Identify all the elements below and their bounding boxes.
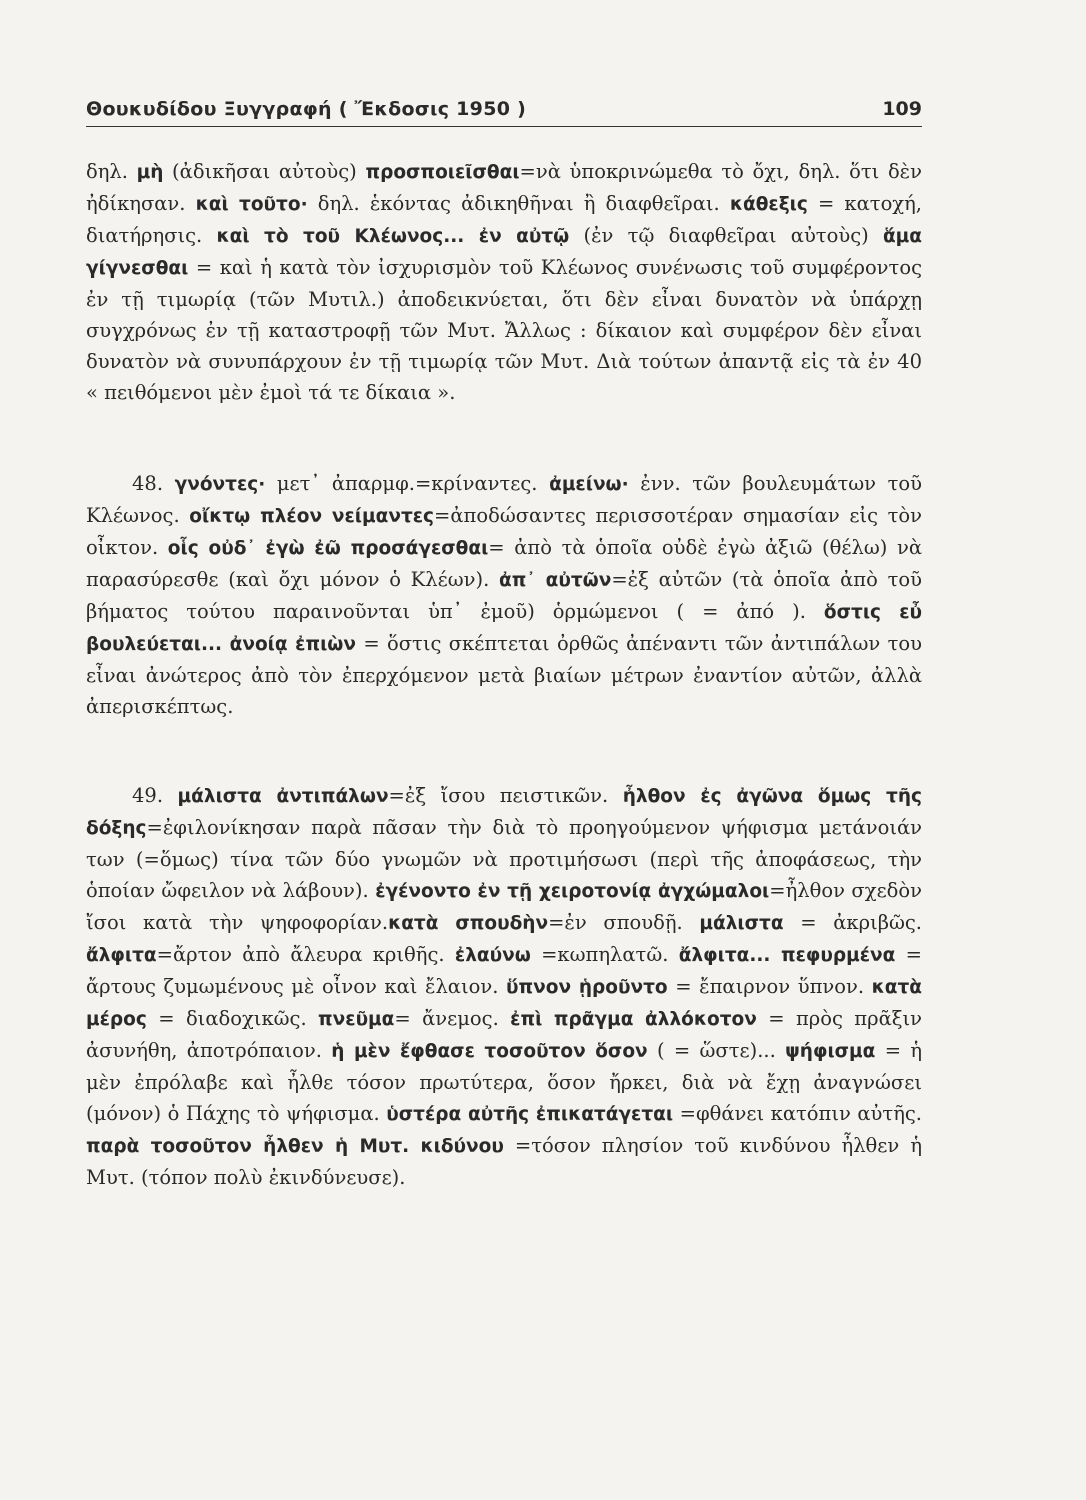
headword-term: ἐπὶ πρᾶγμα ἀλλόκοτον	[510, 1009, 757, 1030]
headword-term: ἐγένοντο ἐν τῇ χειροτονίᾳ ἀγχώμαλοι	[375, 881, 770, 902]
gloss-text: =ἐφιλονίκησαν παρὰ πᾶσαν τὴν διὰ τὸ προηγούμενον ψήφισμα μετάνοιάν των (=ὅμως) τίνα τῶν δύο γνωμῶν νὰ προτιμήσωσι (περὶ τῆς ἀποφάσεως, τὴν ὁποίαν ὤφειλον νὰ λάβουν).	[86, 816, 922, 902]
page-number: 109	[882, 98, 922, 120]
gloss-text: ἐνν. τῶν βουλευμάτων τοῦ Κλέωνος.	[86, 472, 922, 527]
gloss-text: = ἀκριβῶς.	[783, 911, 922, 934]
gloss-text: =ἐν σπουδῇ.	[548, 911, 700, 934]
gloss-text: = ἄρτους ζυμωμένους μὲ οἶνον καὶ ἔλαιον.	[86, 943, 922, 998]
gloss-text: = ἡ μὲν ἐπρόλαβε καὶ ἦλθε τόσον πρωτύτερα, ὅσον ἤρκει, διὰ νὰ ἔχῃ ἀναγνώσει (μόνον) ὁ Πάχης τὸ ψήφισμα.	[86, 1039, 923, 1125]
headword-term: καὶ τὸ τοῦ Κλέωνος... ἐν αὐτῷ	[216, 226, 570, 247]
commentary-paragraph-48	[86, 468, 922, 722]
headword-term: μὴ	[136, 162, 164, 183]
headword-term: ἦλθον ἐς ἀγῶνα ὅμως τῆς δόξης	[86, 786, 922, 839]
gloss-text: =ἐξ αὐτῶν (τὰ ὁποῖα ἀπὸ τοῦ βήματος τούτου παραινοῦνται ὑπ᾽ ἐμοῦ) ὁρμώμενοι ( = ἀπό ).	[86, 568, 922, 623]
gloss-text: = διαδοχικῶς.	[146, 1007, 319, 1030]
headword-term: κάθεξις	[729, 194, 808, 215]
headword-term: ὑστέρα αὐτῆς ἐπικατάγεται	[386, 1104, 674, 1125]
headword-term: ὅστις εὖ βουλεύεται... ἀνοίᾳ ἐπιὼν	[86, 602, 922, 655]
commentary-paragraph-intro	[86, 156, 922, 408]
gloss-text: 49.	[132, 784, 178, 807]
gloss-text: =φθάνει κατόπιν αὐτῆς.	[673, 1102, 922, 1125]
headword-term: ὕπνον ᾑροῦντο	[506, 977, 668, 998]
gloss-text: = ἀπὸ τὰ ὁποῖα οὐδὲ ἐγὼ ἀξιῶ (θέλω) νὰ παρασύρεσθε (καὶ ὄχι μόνον ὁ Κλέων).	[86, 536, 922, 591]
headword-term: μάλιστα	[699, 913, 784, 934]
commentary-body	[86, 156, 922, 1193]
gloss-text: (ἐν τῷ διαφθεῖραι αὐτοὺς)	[569, 224, 883, 247]
gloss-text: ( = ὥστε)...	[647, 1039, 786, 1062]
gloss-text: μετ᾽ ἀπαρμφ.=κρίναντες.	[265, 472, 550, 495]
headword-term: ψήφισμα	[785, 1041, 876, 1062]
commentary-paragraph-49	[86, 780, 922, 1193]
gloss-text: = ἔπαιρνον ὕπνον.	[667, 975, 872, 998]
gloss-text: =ἐξ ἴσου πειστικῶν.	[388, 784, 623, 807]
gloss-text: δηλ. ἑκόντας ἀδικηθῆναι ἢ διαφθεῖραι.	[307, 192, 730, 215]
headword-term: οἷς οὐδ᾽ ἐγὼ ἐῶ προσάγεσθαι	[167, 538, 489, 559]
headword-term: μάλιστα ἀντιπάλων	[177, 786, 389, 807]
gloss-text: = κατοχή, διατήρησις.	[86, 192, 923, 247]
headword-term: προσποιεῖσθαι	[365, 162, 520, 183]
headword-term: οἴκτῳ πλέον νείμαντες	[189, 506, 435, 527]
headword-term: παρὰ τοσοῦτον ἦλθεν ἡ Μυτ. κιδύνου	[86, 1136, 504, 1157]
headword-term: ἡ μὲν ἔφθασε τοσοῦτον ὅσον	[331, 1041, 648, 1062]
gloss-text: =νὰ ὑποκρινώμεθα τὸ ὄχι, δηλ. ὅτι δὲν ἠδίκησαν.	[86, 160, 923, 215]
headword-term: κατὰ μέρος	[86, 977, 922, 1030]
header-title: Θουκυδίδου Ξυγγραφή ( Ἔκδοσις 1950 )	[86, 98, 527, 120]
headword-term: κατὰ σπουδὴν	[388, 913, 549, 934]
headword-term: ἄλφιτα	[86, 945, 157, 966]
gloss-text: =ἦλθον σχεδὸν ἴσοι κατὰ τὴν ψηφοφορίαν.	[86, 879, 922, 934]
headword-term: ἀπ᾽ αὐτῶν	[499, 570, 612, 591]
gloss-text: = ὅστις σκέπτεται ὀρθῶς ἀπέναντι τῶν ἀντιπάλων του εἶναι ἀνώτερος ἀπὸ τὸν ἐπερχόμενον μετὰ βιαίων μέτρων ἐναντίον αὐτῶν, ἀλλὰ ἀπερισκέπτως.	[86, 632, 922, 718]
running-header	[86, 98, 922, 127]
headword-term: γνόντες·	[174, 474, 266, 495]
gloss-text: =ἀποδώσαντες περισσοτέραν σημασίαν εἰς τὸν οἶκτον.	[86, 504, 922, 559]
gloss-text: =κωπηλατῶ.	[530, 943, 679, 966]
headword-term: ἐλαύνω	[454, 945, 531, 966]
gloss-text: 48.	[132, 472, 175, 495]
headword-term: ἅμα γίγνεσθαι	[86, 226, 923, 279]
gloss-text: =τόσον πλησίον τοῦ κινδύνου ἦλθεν ἡ Μυτ. (τόπον πολὺ ἐκινδύνευσε).	[86, 1134, 922, 1189]
gloss-text: = ἄνεμος.	[394, 1007, 511, 1030]
headword-term: καὶ τοῦτο·	[195, 194, 308, 215]
headword-term: ἄλφιτα... πεφυρμένα	[678, 945, 896, 966]
gloss-text: = πρὸς πρᾶξιν ἀσυνήθη, ἀποτρόπαιον.	[86, 1007, 922, 1062]
gloss-text: (ἀδικῆσαι αὐτοὺς)	[163, 160, 366, 183]
gloss-text: =ἄρτον ἀπὸ ἄλευρα κριθῆς.	[156, 943, 455, 966]
gloss-text: δηλ.	[86, 160, 137, 183]
headword-term: πνεῦμα	[318, 1009, 395, 1030]
gloss-text: = καὶ ἡ κατὰ τὸν ἰσχυρισμὸν τοῦ Κλέωνος συνένωσις τοῦ συμφέροντος ἐν τῇ τιμωρίᾳ (τῶν Μυτιλ.) ἀποδεικνύεται, ὅτι δὲν εἶναι δυνατὸν νὰ ὑπάρχῃ συγχρόνως ἐν τῇ καταστροφῇ τῶν Μυτ. Ἄλλως : δίκαιον καὶ συμφέρον δὲν εἶναι δυνατὸν νὰ συνυπάρχουν ἐν τῇ τιμωρίᾳ τῶν Μυτ. Διὰ τούτων ἀπαντᾷ εἰς τὰ ἐν 40 « πειθόμενοι μὲν ἐμοὶ τά τε δίκαια ».	[86, 256, 922, 404]
headword-term: ἀμείνω·	[549, 474, 629, 495]
